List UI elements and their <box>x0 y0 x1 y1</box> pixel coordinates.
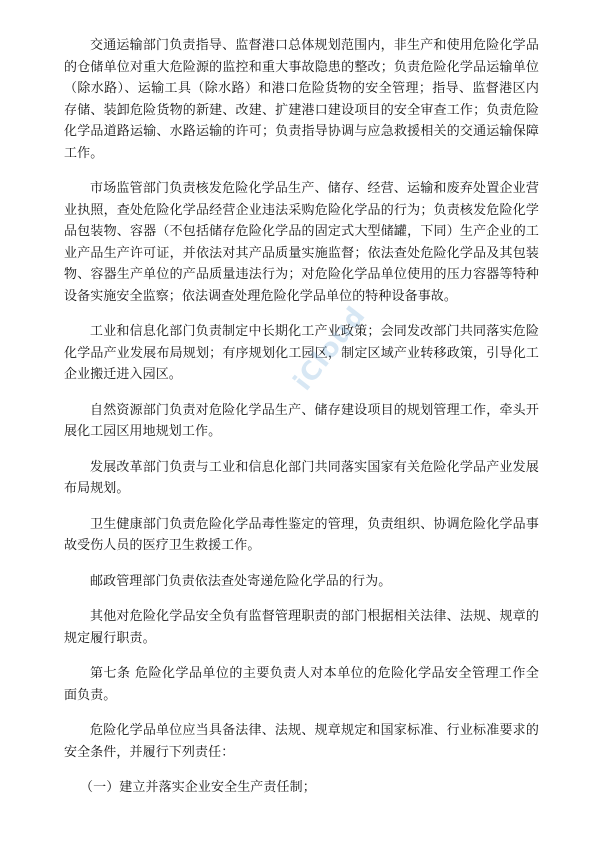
paragraph-postal-department: 邮政管理部门负责依法查处寄递危险化学品的行为。 <box>90 573 392 589</box>
paragraph-article-seven: 第七条 危险化学品单位的主要负责人对本单位的危险化学品安全管理工作全面负责。 <box>64 666 539 703</box>
paragraph-industry-it-department: 工业和信息化部门负责制定中长期化工产业政策；会同发改部门共同落实危险化学品产业发展布局规划；有序规划化工园区，制定区域产业转移政策，引导化工企业搬迁进入园区。 <box>64 324 539 382</box>
paragraph-health-department: 卫生健康部门负责危险化学品毒性鉴定的管理，负责组织、协调危险化学品事故受伤人员的医疗卫生救援工作。 <box>64 516 539 553</box>
paragraph-transport-department: 交通运输部门负责指导、监督港口总体规划范围内，非生产和使用危险化学品的仓储单位对重大危险源的监控和重大事故隐患的整改；负责危险化学品运输单位（除水路）、运输工具（除水路）和港口危险货物的安全管理；指导、监督港区内存储、装卸危险货物的新建、改建、扩建港口建设项目的安全审查工作；负责危险化学品道路运输、水路运输的许可；负责指导协调与应急救援相关的交通运输保障工作。 <box>64 38 539 161</box>
paragraph-natural-resources-department: 自然资源部门负责对危险化学品生产、储存建设项目的规划管理工作，牵头开展化工园区用地规划工作。 <box>64 402 539 439</box>
paragraph-other-departments: 其他对危险化学品安全负有监督管理职责的部门根据相关法律、法规、规章的规定履行职责。 <box>64 609 539 646</box>
paragraph-development-reform-department: 发展改革部门负责与工业和信息化部门共同落实国家有关危险化学品产业发展布局规划。 <box>64 459 539 496</box>
paragraph-unit-responsibilities: 危险化学品单位应当具备法律、法规、规章规定和国家标准、行业标准要求的安全条件，并履行下列责任： <box>64 723 539 760</box>
list-item-responsibility-1: （一）建立并落实企业安全生产责任制； <box>80 780 316 795</box>
watermark-logo: iCloud <box>288 300 372 397</box>
paragraph-market-supervision-department: 市场监管部门负责核发危险化学品生产、储存、经营、运输和废弃处置企业营业执照，查处危险化学品经营企业违法采购危险化学品的行为；负责核发危险化学品包装物、容器（不包括储存危险化学品的固定式大型储罐，下同）生产企业的工业产品生产许可证，并依法对其产品质量实施监督；依法查处危险化学品及其包装物、容器生产单位的产品质量违法行为；对危险化学品单位使用的压力容器等特种设备实施安全监察；依法调查处理危险化学品单位的特种设备事故。 <box>64 181 539 304</box>
